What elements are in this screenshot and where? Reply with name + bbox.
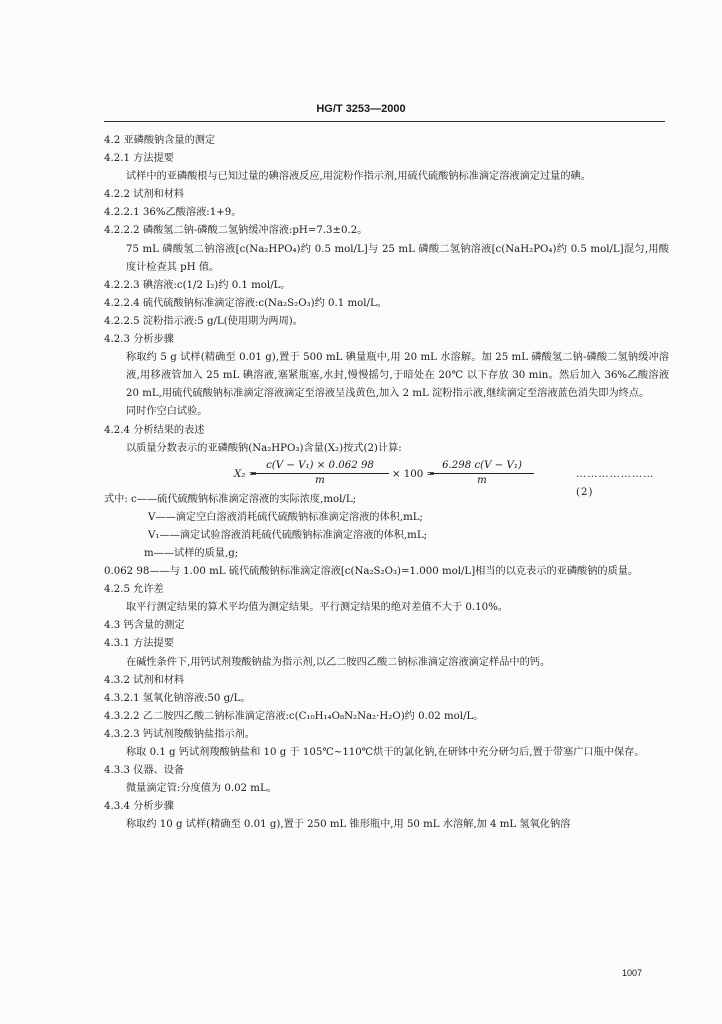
paragraph: 称取 0.1 g 钙试剂羧酸钠盐和 10 g 于 105℃~110℃烘干的氯化钠,在研钵中充分研匀后,置于带塞广口瓶中保存。 — [126, 747, 645, 758]
formula-numerator-1: c(V − V₁) × 0.062 98 — [251, 459, 389, 474]
reagent-item: 4.3.2.1 氢氧化钠溶液:50 g/L。 — [104, 692, 251, 704]
subsection-heading: 4.2.2 试剂和材料 — [104, 189, 185, 201]
definition-item: m——试样的质量,g; — [144, 547, 239, 559]
definition-item: V₁——滴定试验溶液消耗硫代硫酸钠标准滴定溶液的体积,mL; — [148, 529, 428, 541]
subsection-heading: 4.2.1 方法提要 — [104, 153, 174, 165]
standard-header: HG/T 3253—2000 — [316, 103, 406, 115]
definition-item: V——滴定空白溶液消耗硫代硫酸钠标准滴定溶液的体积,mL; — [148, 511, 423, 523]
formula-fraction-1 — [251, 459, 389, 488]
subsection-heading: 4.3.3 仪器、设备 — [104, 765, 185, 777]
paragraph: 称取约 5 g 试样(精确至 0.01 g),置于 500 mL 碘量瓶中,用 20 mL 水溶解。加 25 mL 磷酸氢二钠-磷酸二氢钠缓冲溶液,用移液管加入 25 mL 碘溶液,塞紧瓶塞,水封,慢慢摇匀,于暗处在 20℃ 以下存放 30 min。然后加入 36%乙酸溶液 20 mL,用硫代硫酸钠标准滴定溶液滴定至溶液呈浅黄色,加入 2 mL 淀粉指示液,继续滴定至溶液蓝色消失即为终点。 — [126, 352, 669, 400]
formula-denominator-1: m — [315, 474, 325, 486]
subsection-heading: 4.3.2 试剂和材料 — [104, 674, 185, 686]
variable-definitions — [104, 491, 669, 581]
paragraph: 取平行测定结果的算术平均值为测定结果。平行测定结果的绝对差值不大于 0.10%。 — [126, 602, 508, 614]
reagent-item: 4.3.2.3 钙试剂羧酸钠盐指示剂。 — [104, 728, 255, 740]
paragraph: 以质量分数表示的亚磷酸钠(Na₂HPO₃)含量(X₂)按式(2)计算: — [126, 442, 402, 454]
reagent-item: 4.2.2.1 36%乙酸溶液:1+9。 — [104, 207, 242, 219]
paragraph: 同时作空白试验。 — [126, 406, 208, 418]
reagent-item: 4.3.2.2 乙二胺四乙酸二钠标准滴定溶液:c(C₁₀H₁₄O₈N₂Na₂·H₂O)约 0.02 mol/L。 — [104, 710, 484, 722]
subsection-heading: 4.2.4 分析结果的表述 — [104, 424, 205, 436]
section-heading: 4.3 钙含量的测定 — [104, 620, 185, 632]
reagent-item: 4.2.2.4 硫代硫酸钠标准滴定溶液:c(Na₂S₂O₃)约 0.1 mol/L。 — [104, 297, 387, 309]
formula-number: …………………(2) — [576, 468, 655, 498]
subsection-heading: 4.3.1 方法提要 — [104, 638, 174, 650]
formula-numerator-2: 6.298 c(V − V₁) — [430, 459, 534, 474]
paragraph: 在碱性条件下,用钙试剂羧酸钠盐为指示剂,以乙二胺四乙酸二钠标准滴定溶液滴定样品中的钙。 — [126, 656, 551, 668]
reagent-item: 4.2.2.5 淀粉指示液:5 g/L(使用期为两周)。 — [104, 315, 303, 327]
subsection-heading: 4.2.5 允许差 — [104, 584, 164, 596]
page-number: 1007 — [622, 968, 643, 978]
paragraph: 试样中的亚磷酸根与已知过量的碘溶液反应,用淀粉作指示剂,用硫代硫酸钠标准滴定溶液滴定过量的碘。 — [126, 171, 591, 183]
subsection-heading: 4.2.3 分析步骤 — [104, 334, 174, 346]
formula-multiplier: × 100 = — [392, 468, 435, 480]
reagent-item: 4.2.2.2 磷酸氢二钠-磷酸二氢钠缓冲溶液:pH=7.3±0.2。 — [104, 225, 368, 237]
formula-denominator-2: m — [477, 474, 487, 486]
paragraph: 75 mL 磷酸氢二钠溶液[c(Na₂HPO₄)约 0.5 mol/L]与 25 mL 磷酸二氢钠溶液[c(NaH₂PO₄)约 0.5 mol/L]混匀,用酸度计检查其 pH 值。 — [126, 243, 669, 273]
paragraph: 微量滴定管:分度值为 0.02 mL。 — [126, 783, 277, 795]
formula-lhs: X₂ = — [234, 468, 258, 480]
formula-2 — [104, 459, 669, 498]
paragraph: 称取约 10 g 试样(精确至 0.01 g),置于 250 mL 锥形瓶中,用 50 mL 水溶解,加 4 mL 氢氧化钠溶 — [126, 819, 571, 831]
document-body — [104, 132, 669, 834]
formula-fraction-2 — [430, 459, 534, 488]
subsection-heading: 4.3.4 分析步骤 — [104, 801, 174, 813]
reagent-item: 4.2.2.3 碘溶液:c(1/2 I₂)约 0.1 mol/L。 — [104, 279, 291, 291]
header-rule — [104, 121, 665, 122]
section-heading: 4.2 亚磷酸钠含量的测定 — [104, 135, 216, 146]
definition-item: 0.062 98——与 1.00 mL 硫代硫酸钠标准滴定溶液[c(Na₂S₂O₃)=1.000 mol/L]相当的以克表示的亚磷酸钠的质量。 — [104, 566, 639, 578]
definition-item: 式中: c——硫代硫酸钠标准滴定溶液的实际浓度,mol/L; — [104, 493, 357, 505]
